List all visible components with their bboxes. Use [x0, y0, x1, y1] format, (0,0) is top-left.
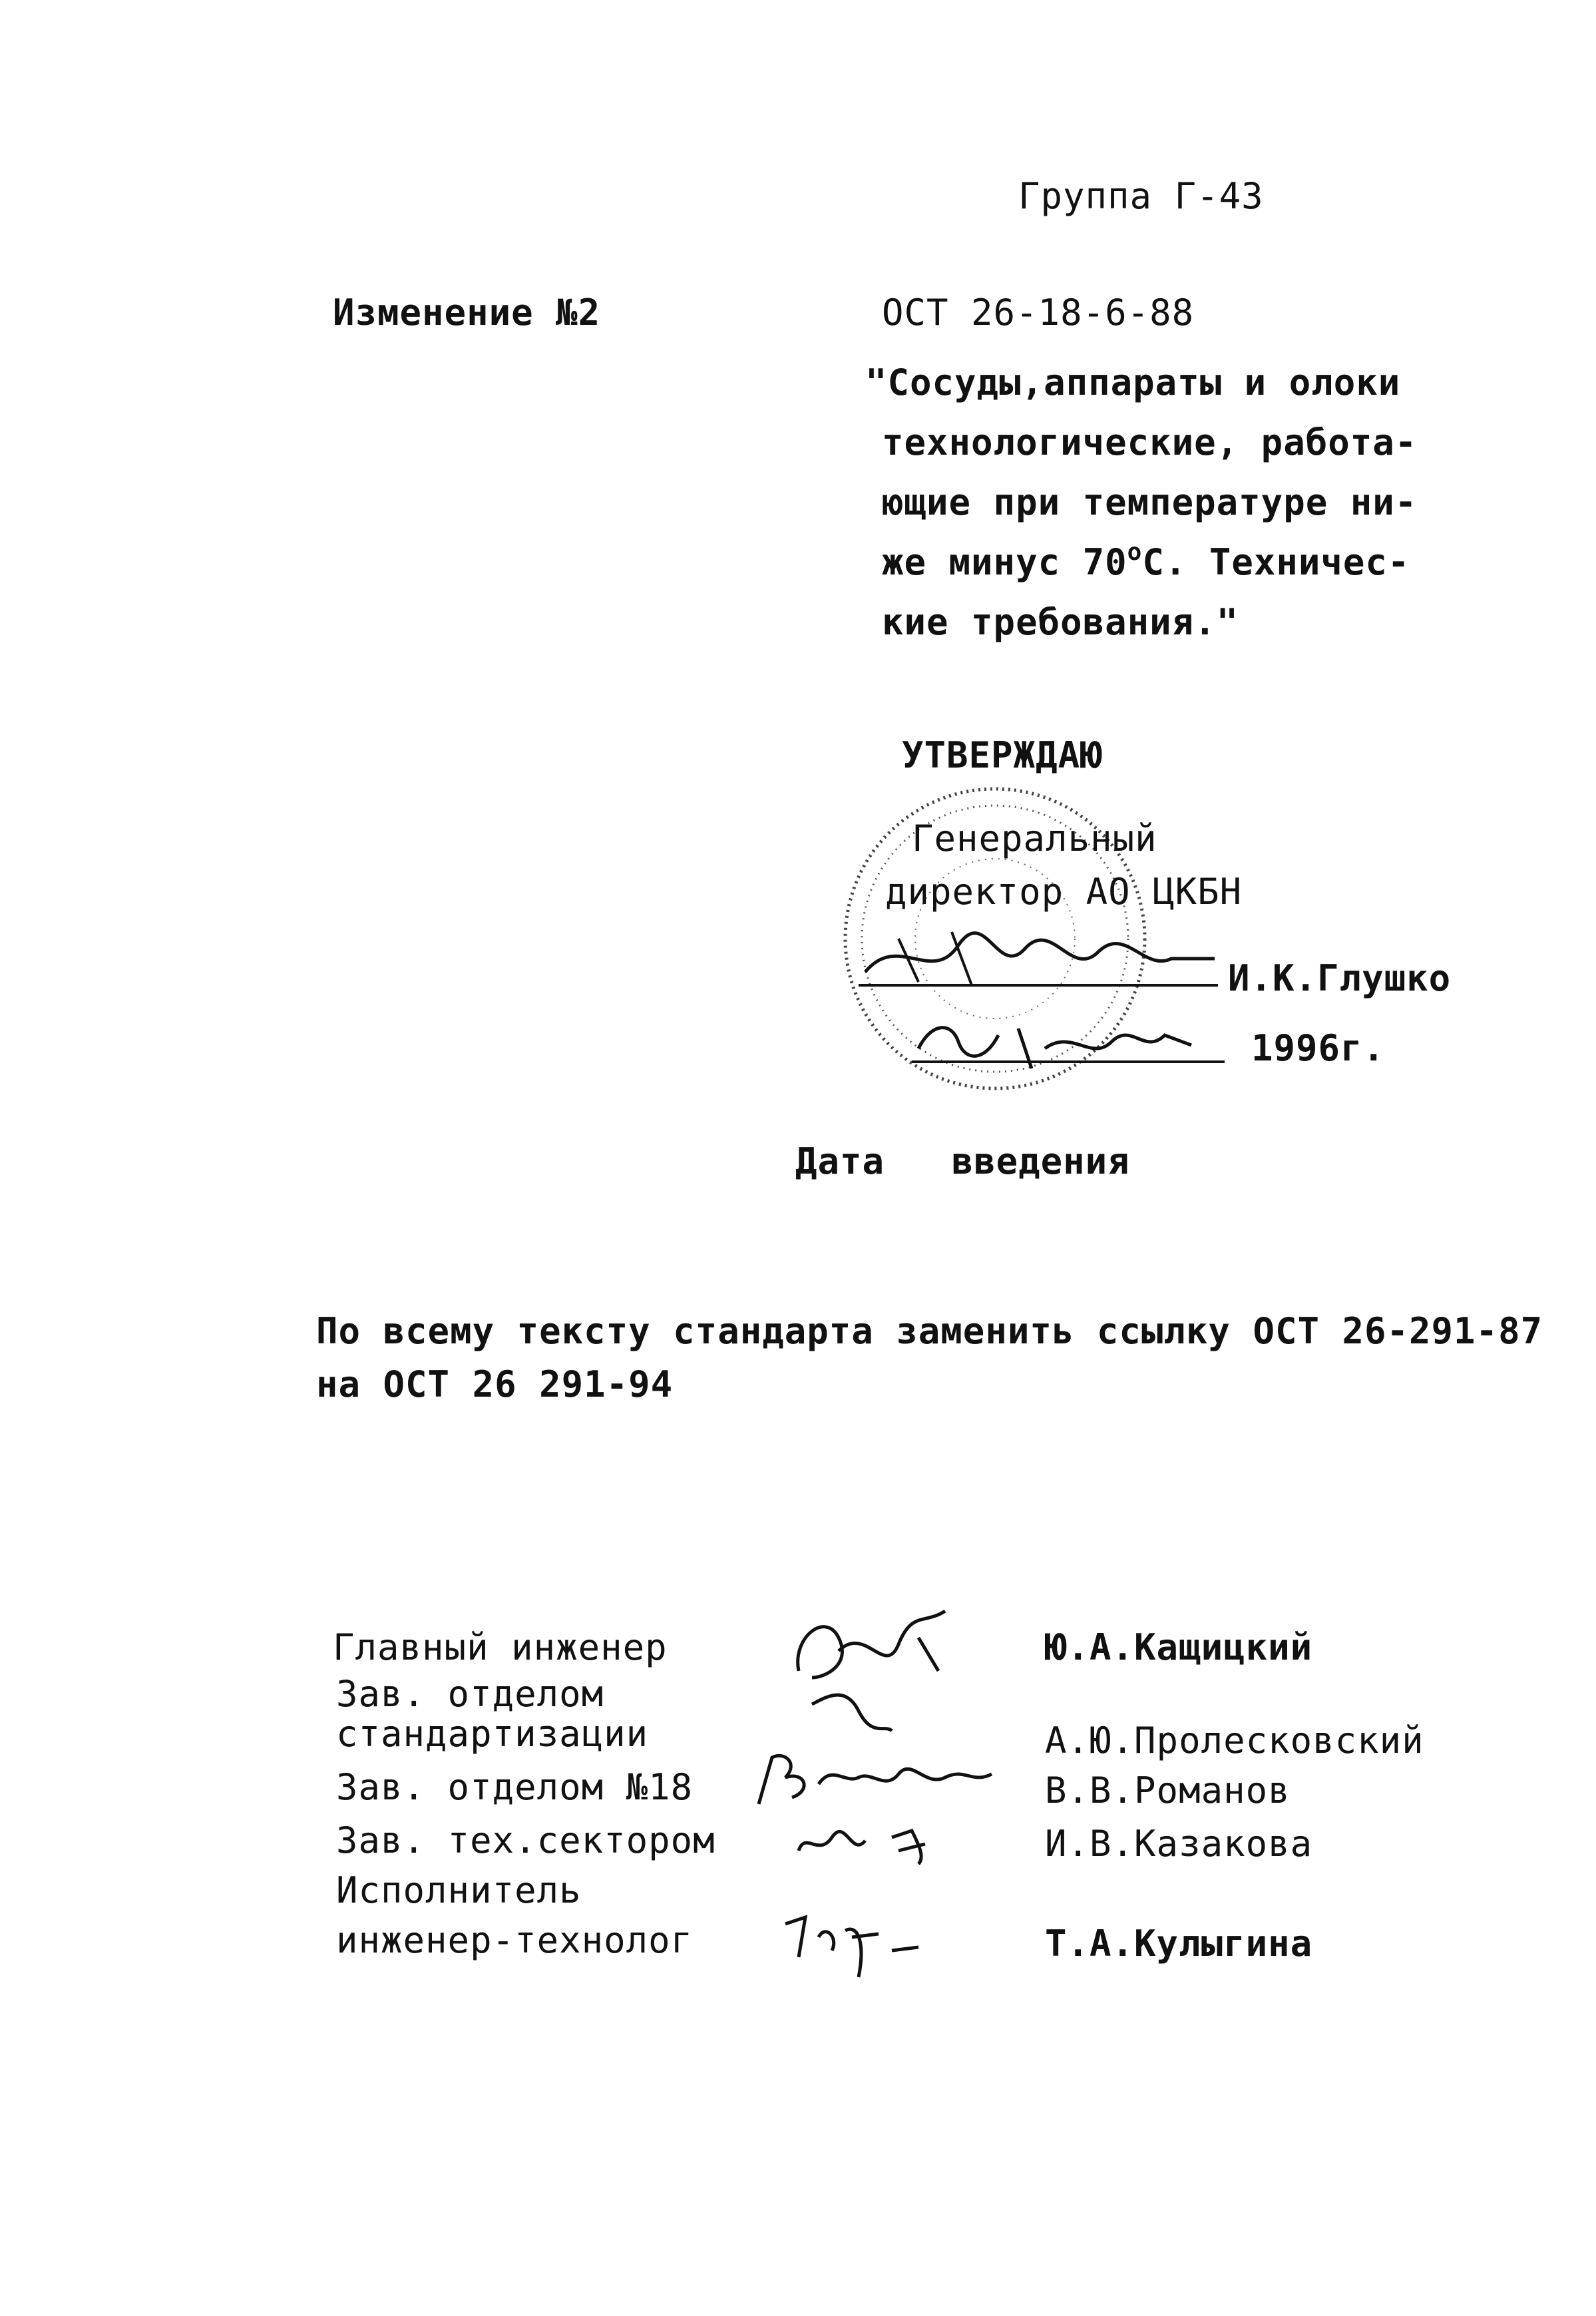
director-signature — [859, 919, 1218, 999]
standard-number: ОСТ 26-18-6-88 — [882, 292, 1195, 334]
signatory-role: Главный инженер — [333, 1626, 668, 1668]
introduction-date-label: Дата введения — [795, 1140, 1130, 1182]
approval-year: 1996г. — [1251, 1027, 1386, 1069]
signatory-name: Ю.А.Кащицкий — [1045, 1626, 1313, 1668]
degree-sign: о — [1127, 539, 1143, 566]
signatory-name: Т.А.Кулыгина — [1045, 1923, 1313, 1965]
title-line: "Сосуды,аппараты и олоки — [865, 361, 1401, 403]
body-line: По всему тексту стандарта заменить ссылку ОСТ 26-291-87 — [316, 1310, 1543, 1352]
title-line: технологические, работа- — [882, 421, 1418, 463]
signature-chief-engineer — [785, 1598, 958, 1751]
signatory-name: А.Ю.Пролесковский — [1045, 1720, 1424, 1761]
title-line — [882, 536, 1410, 589]
signatory-name: И.В.Казакова — [1045, 1823, 1313, 1865]
signature-kazakova — [792, 1811, 945, 1871]
title-line: ющие при температуре ни- — [882, 481, 1418, 523]
title-line-part: же минус 70 — [882, 541, 1127, 583]
title-line-part: С. Техничес- — [1142, 541, 1410, 583]
signatory-role: Зав. отделом — [336, 1673, 604, 1715]
signatory-role: Зав. тех.сектором — [336, 1819, 715, 1861]
approve-label: УТВЕРЖДАЮ — [902, 734, 1103, 776]
signatory-role: Зав. отделом №18 — [336, 1766, 694, 1808]
signature-kulygina — [779, 1897, 925, 1984]
signature-romanov — [745, 1744, 998, 1817]
signatory-name: В.В.Романов — [1045, 1769, 1291, 1811]
signatory-role: инженер-технолог — [336, 1919, 694, 1961]
group-label: Группа Г-43 — [1018, 175, 1264, 217]
signatory-role: Исполнитель — [336, 1869, 582, 1911]
position-line-1: Генеральный — [912, 817, 1157, 859]
position-line-2: директор АО ЦКБН — [885, 871, 1243, 913]
body-line: на ОСТ 26 291-94 — [316, 1363, 674, 1405]
title-line: кие требования." — [882, 601, 1239, 643]
director-name: И.К.Глушко — [1228, 957, 1452, 999]
change-number: Изменение №2 — [333, 292, 601, 334]
signatory-role: стандартизации — [336, 1713, 649, 1755]
date-handwriting — [912, 1009, 1231, 1082]
